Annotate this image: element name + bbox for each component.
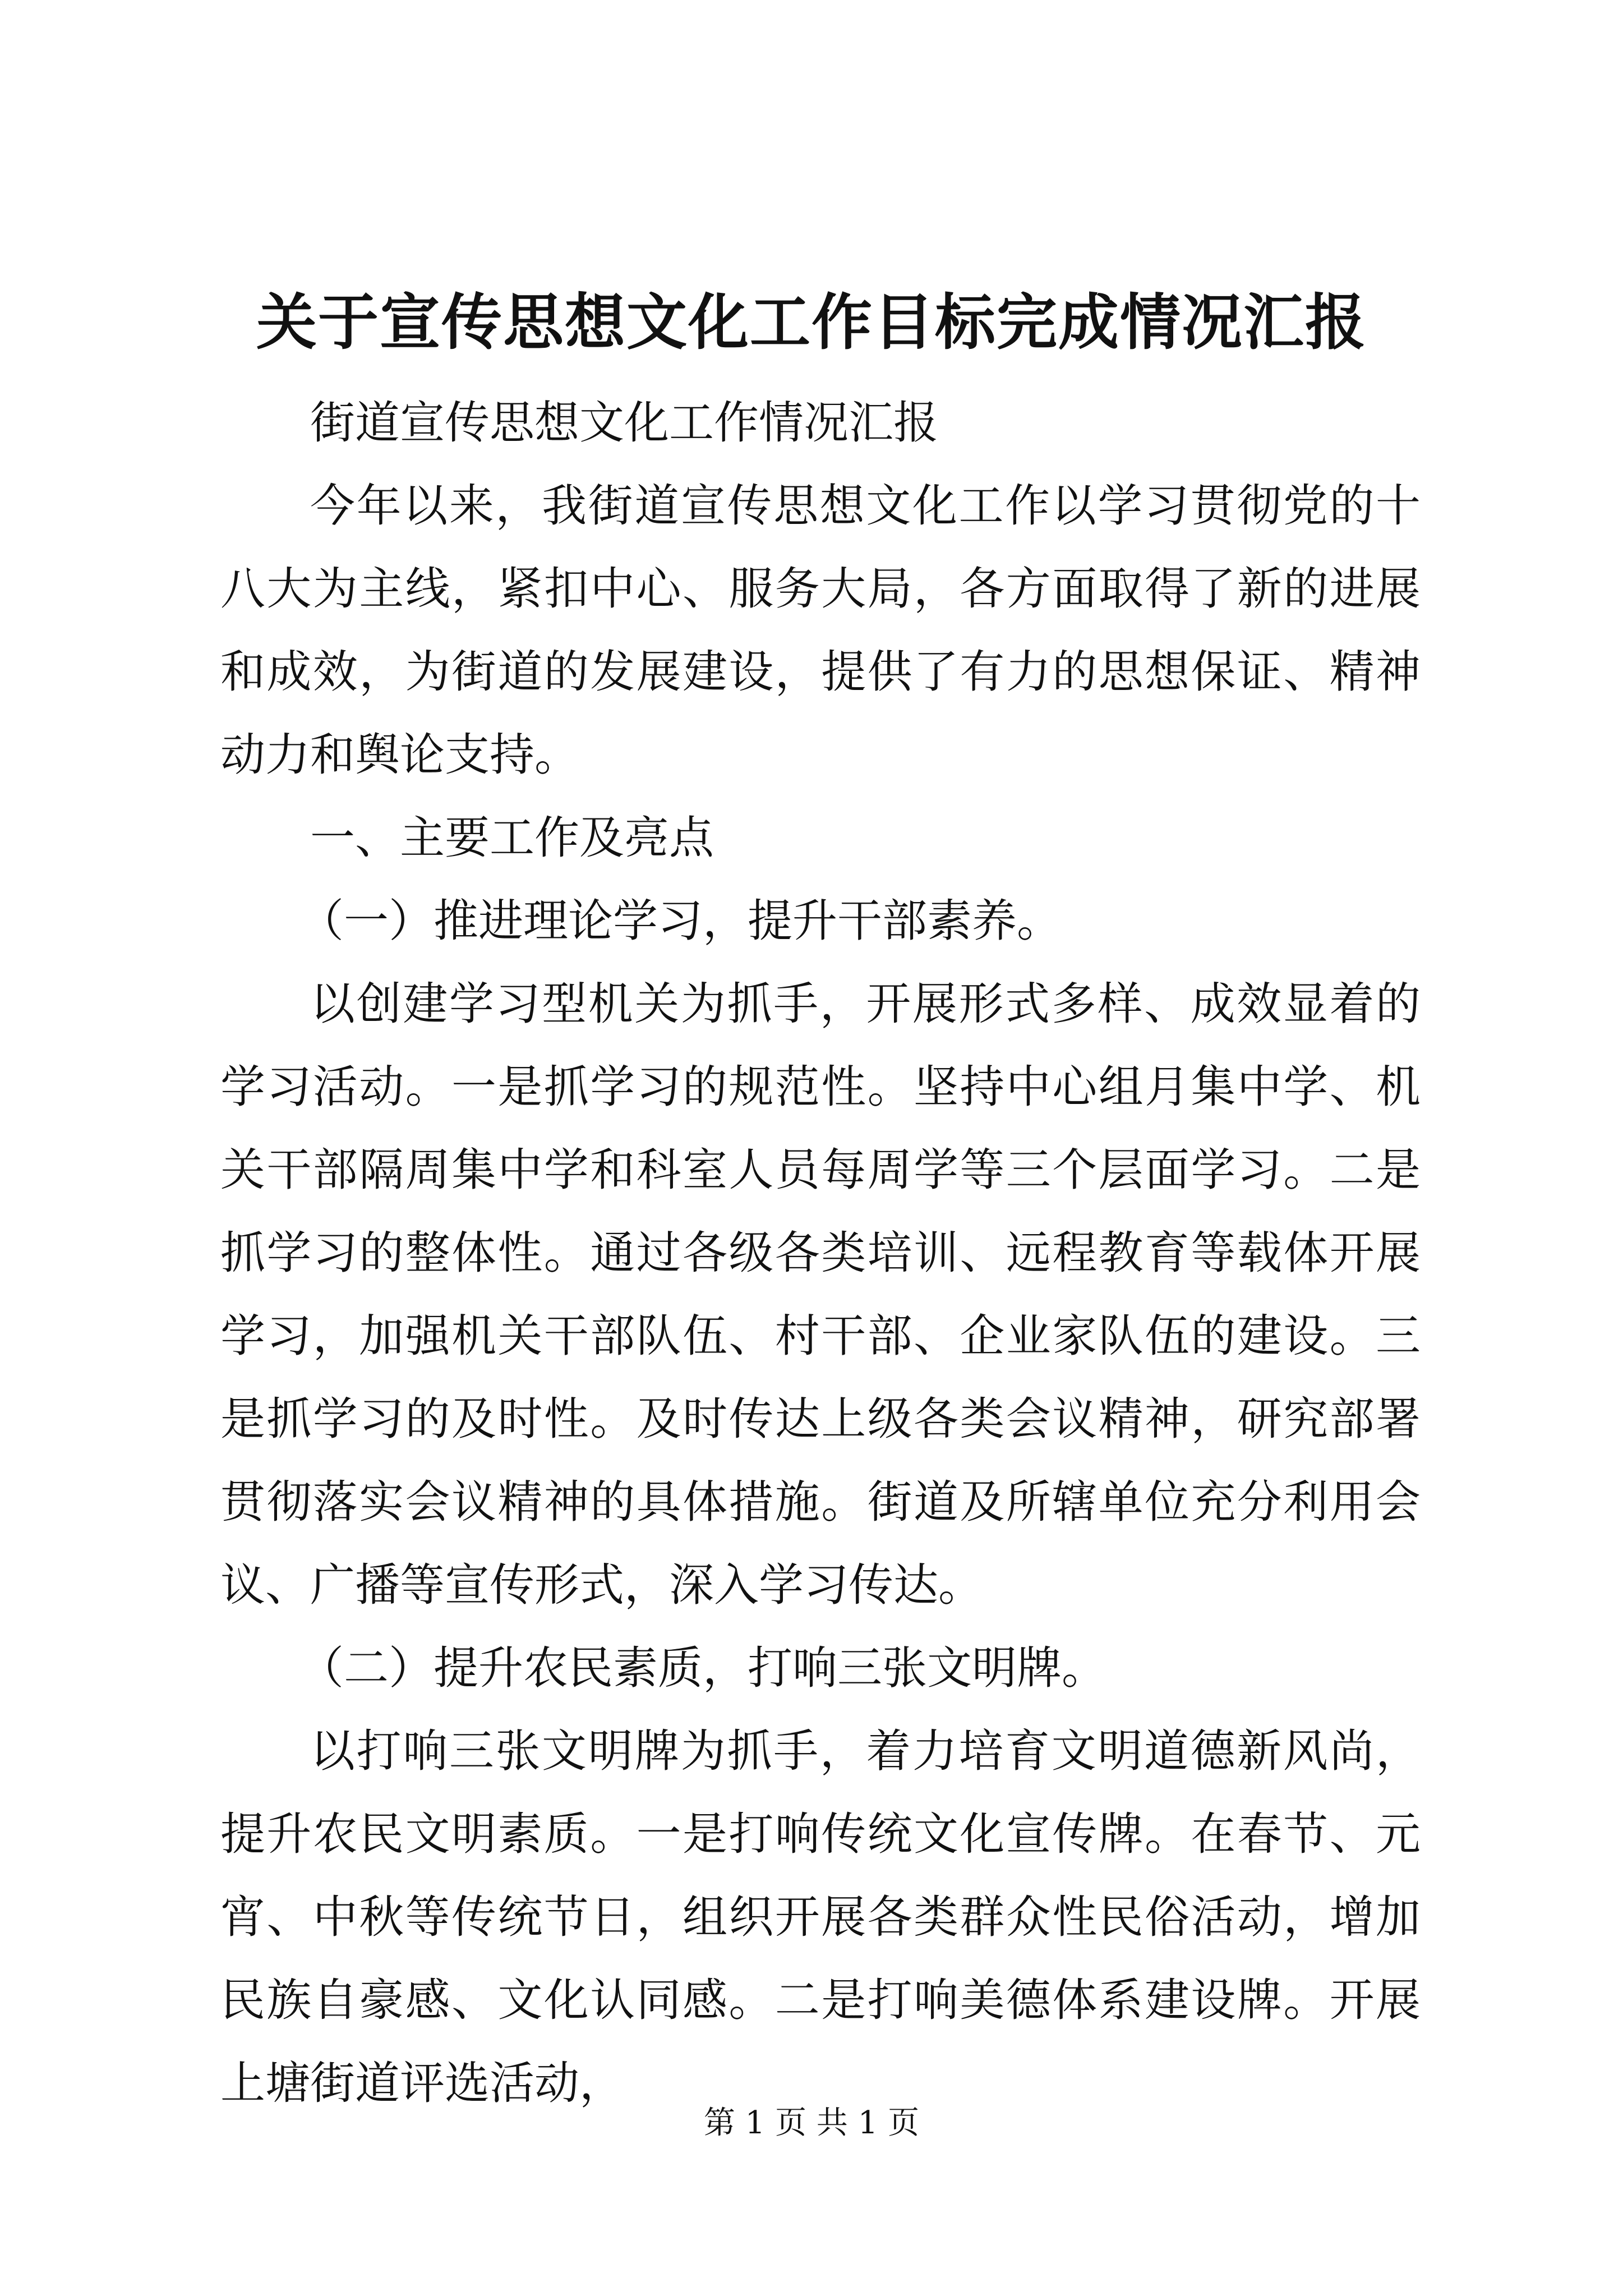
document-body [220,381,1421,2125]
paragraph-study: 以创建学习型机关为抓手，开展形式多样、成效显着的学习活动。一是抓学习的规范性。坚持中心组月集中学、机关干部隔周集中学和科室人员每周学等三个层面学习。二是抓学习的整体性。通过各级各类培训、远程教育等载体开展学习，加强机关干部队伍、村干部、企业家队伍的建设。三是抓学习的及时性。及时传达上级各类会议精神，研究部署贯彻落实会议精神的具体措施。街道及所辖单位充分利用会议、广播等宣传形式，深入学习传达。 [220,978,1421,1611]
subsection-heading-2: （二）提升农民素质，打响三张文明牌。 [299,1642,1106,1694]
subsection-heading-1: （一）推进理论学习，提升干部素养。 [299,895,1062,947]
document-subtitle: 街道宣传思想文化工作情况汇报 [310,397,938,449]
section-heading-1: 一、主要工作及亮点 [310,812,714,864]
paragraph-intro: 今年以来，我街道宣传思想文化工作以学习贯彻党的十八大为主线，紧扣中心、服务大局，各方面取得了新的进展和成效，为街道的发展建设，提供了有力的思想保证、精神动力和舆论支持。 [220,480,1421,781]
page-footer: 第 1 页 共 1 页 [703,2105,920,2141]
document-title: 关于宣传思想文化工作目标完成情况汇报 [256,287,1367,358]
paragraph-civilization: 以打响三张文明牌为抓手，着力培育文明道德新风尚，提升农民文明素质。一是打响传统文化宣传牌。在春节、元宵、中秋等传统节日，组织开展各类群众性民俗活动，增加民族自豪感、文化认同感。二是打响美德体系建设牌。开展上塘街道评选活动， [220,1725,1421,2109]
